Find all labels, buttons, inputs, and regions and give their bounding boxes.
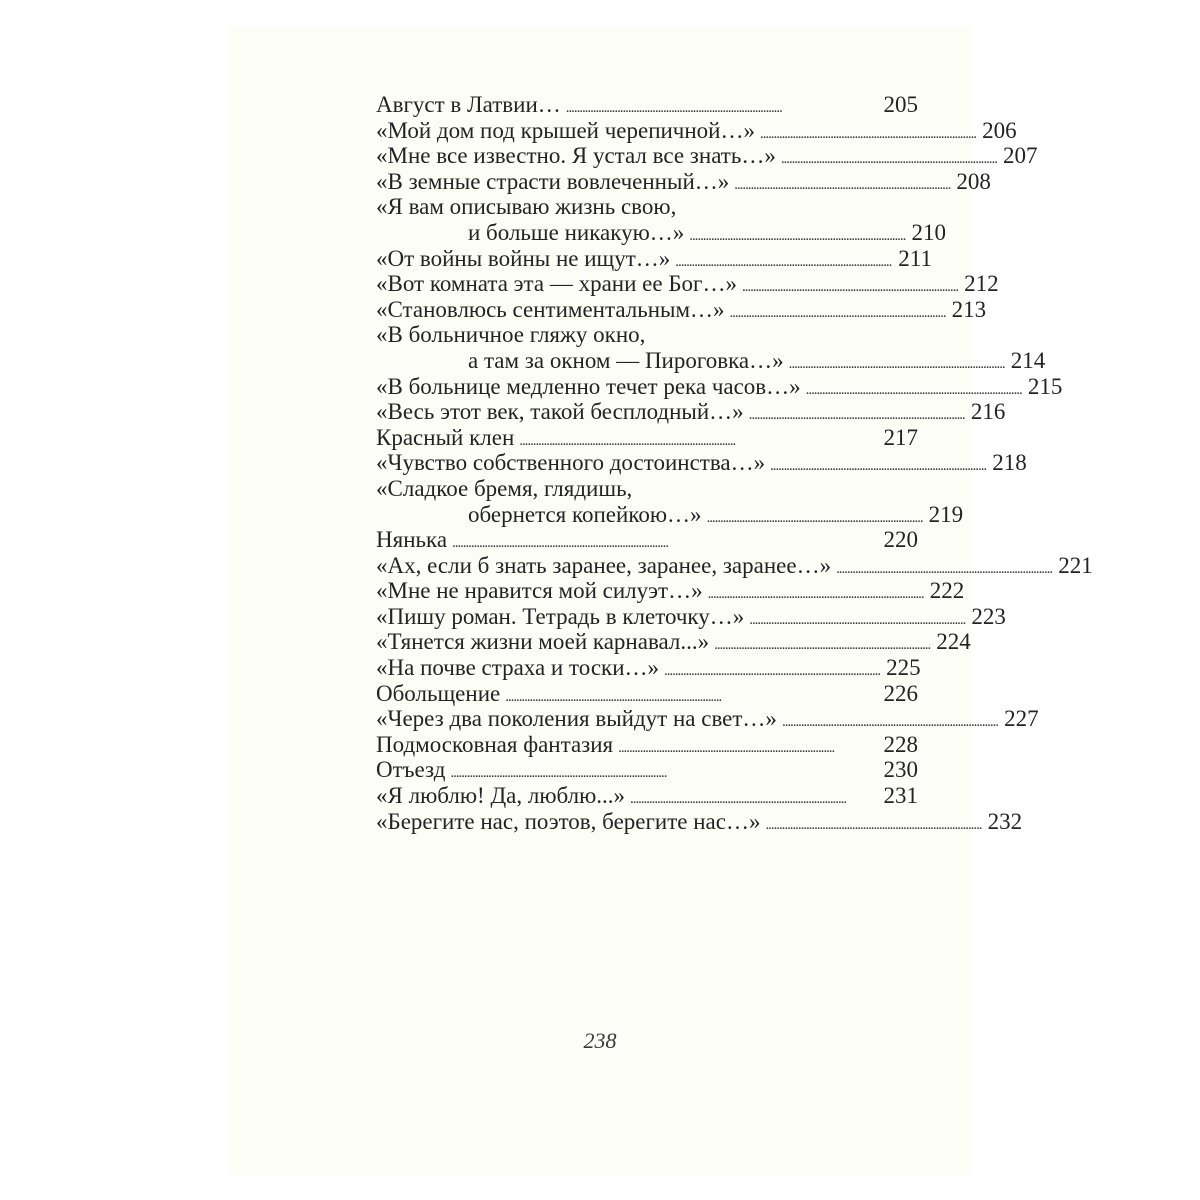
toc-entry: [376, 168, 991, 195]
dot-leader: [734, 173, 949, 199]
toc-entry-title: Отъезд: [376, 757, 446, 783]
toc-entry-page: 228: [883, 731, 918, 757]
toc-entry-page: 210: [911, 219, 946, 245]
toc-entry: [376, 757, 918, 783]
dot-leader: [742, 275, 957, 301]
toc-entry: [376, 143, 1038, 169]
toc-entry-title: «Тянется жизни моей карнавал...»: [376, 629, 710, 655]
toc-entry: [376, 629, 971, 655]
toc-entry-title: «В больничное гляжу окно,: [376, 322, 646, 348]
toc-entry-title: Нянька: [376, 527, 448, 553]
toc-entry-continuation: [376, 347, 1046, 374]
toc-entry-page: 231: [883, 783, 918, 809]
table-of-contents: [376, 92, 1093, 834]
toc-entry-page: 227: [1004, 706, 1039, 732]
toc-entry-title: «Весь этот век, такой бесплодный…»: [376, 399, 744, 425]
toc-entry: [376, 296, 987, 323]
toc-entry: [376, 603, 1006, 630]
toc-entry-title: «Сладкое бремя, глядишь,: [376, 475, 633, 501]
toc-entry-title: обернется копейкою…»: [468, 501, 702, 527]
toc-entry-title: «Пишу роман. Тетрадь в клеточку…»: [376, 603, 745, 629]
toc-entry-page: 211: [898, 245, 932, 271]
toc-entry-page: 206: [982, 117, 1017, 143]
dot-leader: [689, 224, 904, 250]
toc-entry-page: 230: [883, 757, 918, 783]
toc-entry-title: «Мой дом под крышей черепичной…»: [376, 117, 755, 143]
toc-entry-page: 226: [883, 680, 918, 706]
toc-entry-title: а там за окном — Пироговка…»: [468, 347, 784, 373]
dot-leader: [749, 403, 964, 429]
toc-entry: [376, 92, 918, 118]
toc-entry-continuation: [376, 219, 946, 246]
toc-entry-title: «Ах, если б знать заранее, заранее, заранее…»: [376, 552, 832, 578]
toc-entry-title: «В больнице медленно течет река часов…»: [376, 373, 801, 399]
toc-entry-title: «Вот комната эта — храни ее Бог…»: [376, 271, 737, 297]
toc-entry-title: Подмосковная фантазия: [376, 731, 614, 757]
dot-leader: [770, 454, 985, 480]
toc-entry-page: 221: [1058, 552, 1093, 578]
dot-leader: [789, 352, 1004, 378]
toc-entry-page: 214: [1010, 347, 1046, 373]
toc-entry-title: «Берегите нас, поэтов, берегите нас…»: [376, 808, 761, 834]
toc-entry: [376, 783, 918, 809]
toc-entry: [376, 527, 918, 553]
toc-entry-page: 225: [886, 655, 921, 681]
toc-entry-title: Обольщение: [376, 680, 501, 706]
toc-entry-page: 220: [883, 527, 918, 553]
toc-entry-title: «Мне все известно. Я устал все знать…»: [376, 143, 776, 169]
toc-entry-title: «Через два поколения выйдут на свет…»: [376, 706, 777, 732]
toc-entry-title: «Мне не нравится мой силуэт…»: [376, 578, 703, 604]
toc-entry-page: 217: [883, 424, 918, 450]
dot-leader: [618, 736, 876, 762]
toc-entry-page: 212: [964, 271, 999, 297]
toc-entry: [376, 706, 1039, 732]
toc-entry-page: 232: [987, 808, 1023, 834]
toc-entry-title: «Я вам описываю жизнь свою,: [376, 194, 677, 220]
toc-entry-title: «В земные страсти вовлеченный…»: [376, 168, 730, 194]
toc-entry: [376, 373, 1063, 400]
toc-entry-page: 207: [1003, 143, 1038, 169]
toc-entry: [376, 655, 921, 681]
dot-leader: [664, 659, 879, 685]
toc-entry: [376, 552, 1093, 579]
toc-entry-title: «Становлюсь сентиментальным…»: [376, 296, 725, 322]
toc-entry-page: 222: [929, 578, 965, 604]
toc-entry-title: «От войны войны не ищут…»: [376, 245, 671, 271]
dot-leader: [760, 122, 975, 148]
dot-leader: [765, 813, 980, 839]
toc-entry-continuation: [376, 501, 964, 528]
toc-entry: [376, 681, 918, 707]
toc-entry-title: «Я люблю! Да, люблю...»: [376, 783, 626, 809]
toc-entry-page: 213: [951, 296, 987, 322]
toc-entry-page: 219: [928, 501, 964, 527]
toc-entry: [376, 117, 1017, 144]
toc-entry: [376, 808, 1023, 835]
toc-entry-title: Красный клен: [376, 424, 515, 450]
toc-entry-page: 224: [936, 629, 971, 655]
toc-entry: [376, 399, 1006, 425]
toc-entry-page: 208: [956, 168, 991, 194]
toc-entry-page: 223: [971, 603, 1006, 629]
page-number: 238: [583, 1028, 617, 1053]
toc-entry: [376, 450, 1027, 476]
toc-entry-page: 216: [970, 399, 1006, 425]
toc-entry: [376, 425, 918, 451]
toc-entry-page: 205: [883, 92, 918, 117]
toc-entry-page: 215: [1027, 373, 1063, 399]
toc-entry: [376, 245, 932, 272]
toc-entry-title: и больше никакую…»: [468, 219, 685, 245]
dot-leader: [730, 301, 945, 327]
toc-entry: [376, 732, 918, 758]
toc-entry: [376, 578, 965, 604]
toc-entry-title: Август в Латвии…: [376, 92, 561, 117]
toc-entry: [376, 271, 999, 297]
toc-entry-title: «Чувство собственного достоинства…»: [376, 450, 766, 476]
toc-entry-title: «На почве страха и тоски…»: [376, 655, 660, 681]
toc-entry-page: 218: [992, 450, 1027, 476]
